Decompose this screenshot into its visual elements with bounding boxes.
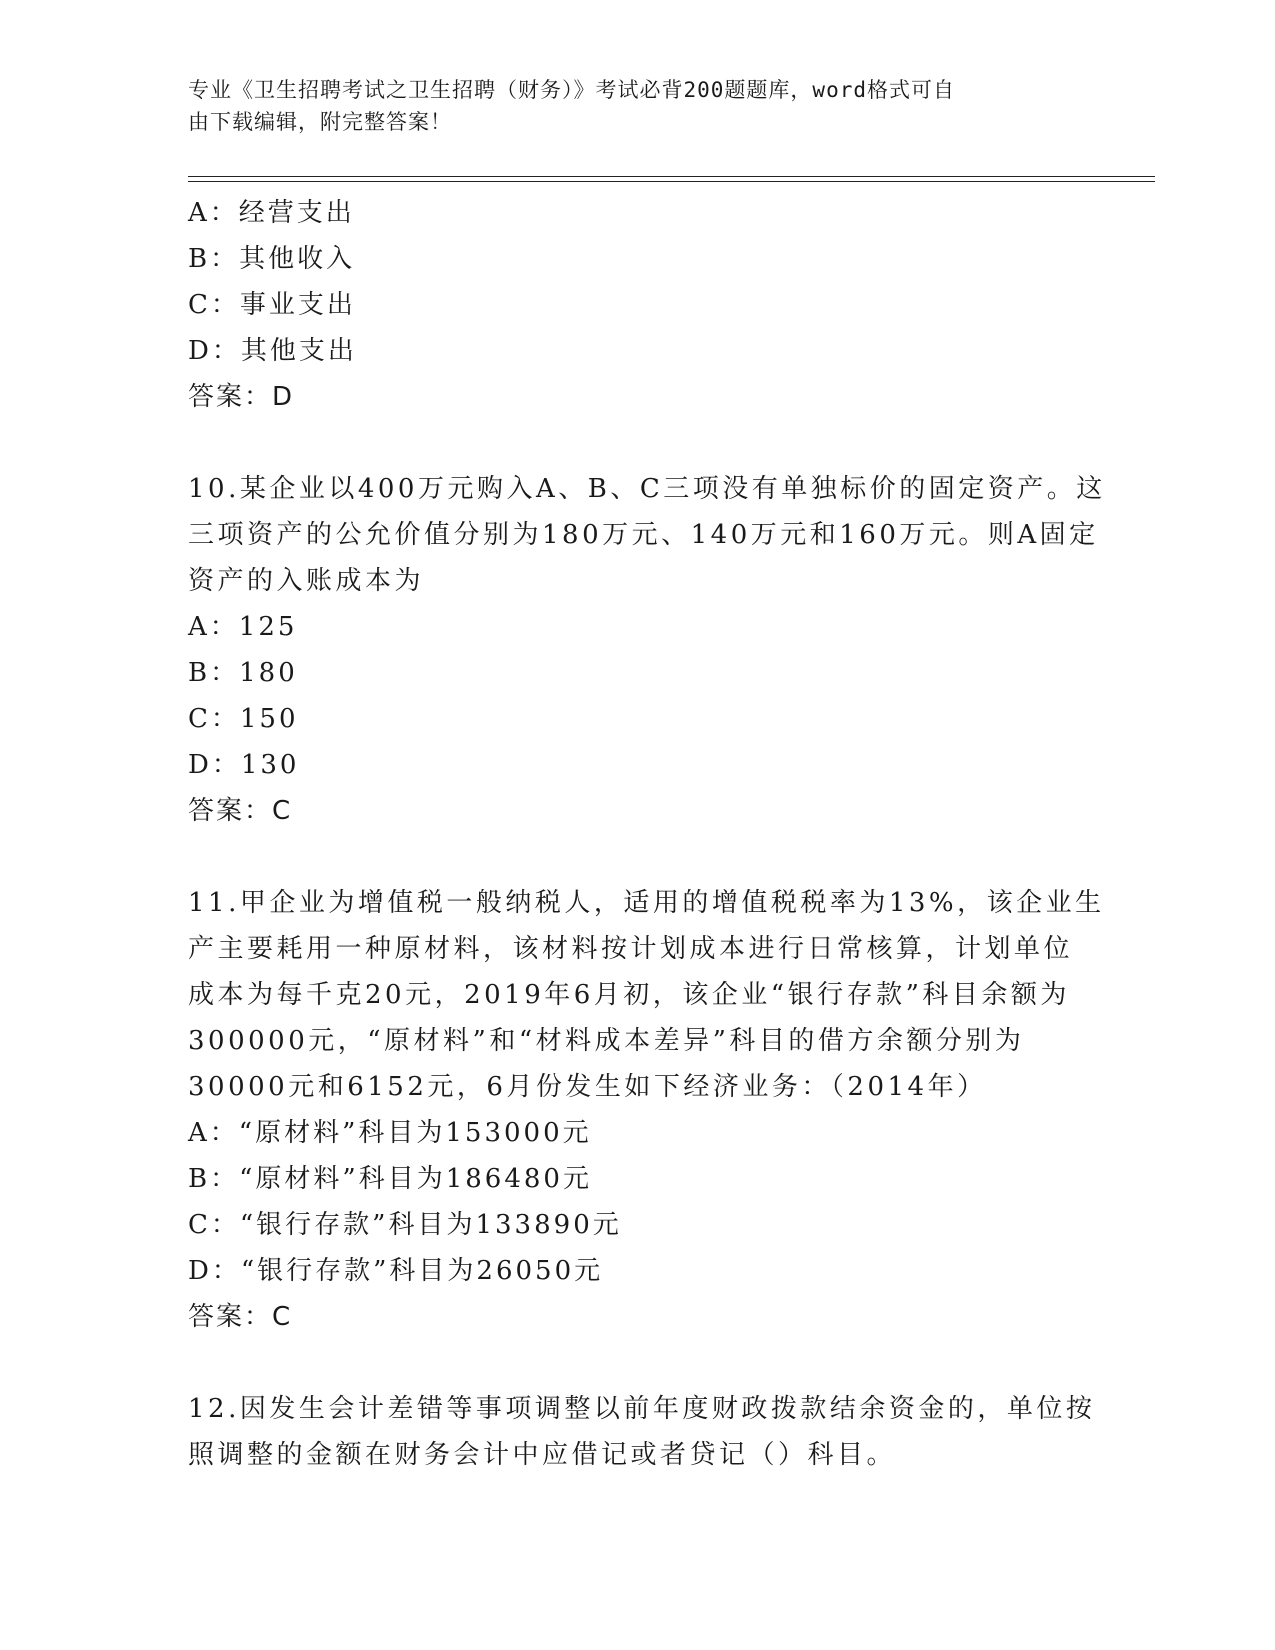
question-9 (188, 190, 1088, 420)
stem-line: 资产的入账成本为 (188, 566, 425, 596)
option-c: C：150 (188, 704, 299, 734)
option-a: A：经营支出 (188, 198, 355, 228)
option-d: D：其他支出 (188, 336, 357, 366)
stem-line: 成本为每千克20元，2019年6月初，该企业“银行存款”科目余额为 (188, 980, 1070, 1010)
stem-line: 产主要耗用一种原材料，该材料按计划成本进行日常核算，计划单位 (188, 934, 1074, 964)
option-d: D：130 (188, 750, 300, 780)
header-rule-top (188, 176, 1155, 177)
question-stem (188, 880, 1105, 1110)
answer: 答案：D (188, 382, 295, 412)
question-10 (188, 466, 1106, 834)
stem-line: 11.甲企业为增值税一般纳税人，适用的增值税税率为13%，该企业生 (188, 888, 1105, 918)
option-d: D：“银行存款”科目为26050元 (188, 1256, 604, 1286)
stem-line: 300000元，“原材料”和“材料成本差异”科目的借方余额分别为 (188, 1026, 1025, 1056)
answer: 答案：C (188, 1302, 293, 1332)
stem-line: 10.某企业以400万元购入A、B、C三项没有单独标价的固定资产。这 (188, 474, 1106, 504)
spacer (188, 1340, 1088, 1386)
question-stem (188, 1386, 1096, 1478)
stem-line: 照调整的金额在财务会计中应借记或者贷记（）科目。 (188, 1440, 897, 1470)
answer: 答案：C (188, 796, 293, 826)
option-a: A：125 (188, 612, 298, 642)
header-rule-bottom (188, 181, 1155, 182)
question-content (188, 190, 1106, 1478)
option-c: C：事业支出 (188, 290, 356, 320)
stem-line: 三项资产的公允价值分别为180万元、140万元和160万元。则A固定 (188, 520, 1099, 550)
question-12 (188, 1386, 1096, 1478)
option-b: B：“原材料”科目为186480元 (188, 1164, 592, 1194)
spacer (188, 420, 1088, 466)
stem-line: 12.因发生会计差错等事项调整以前年度财政拨款结余资金的，单位按 (188, 1394, 1096, 1424)
spacer (188, 834, 1088, 880)
option-a: A：“原材料”科目为153000元 (188, 1118, 592, 1148)
question-stem (188, 466, 1106, 604)
stem-line: 30000元和6152元，6月份发生如下经济业务：（2014年） (188, 1072, 987, 1102)
option-b: B：180 (188, 658, 298, 688)
header-line-1: 专业《卫生招聘考试之卫生招聘（财务）》考试必背200题题库，word格式可自 (188, 78, 955, 102)
option-c: C：“银行存款”科目为133890元 (188, 1210, 622, 1240)
document-header (188, 74, 1068, 138)
question-11 (188, 880, 1105, 1340)
header-line-2: 由下载编辑，附完整答案！ (188, 110, 452, 134)
option-b: B：其他收入 (188, 244, 356, 274)
